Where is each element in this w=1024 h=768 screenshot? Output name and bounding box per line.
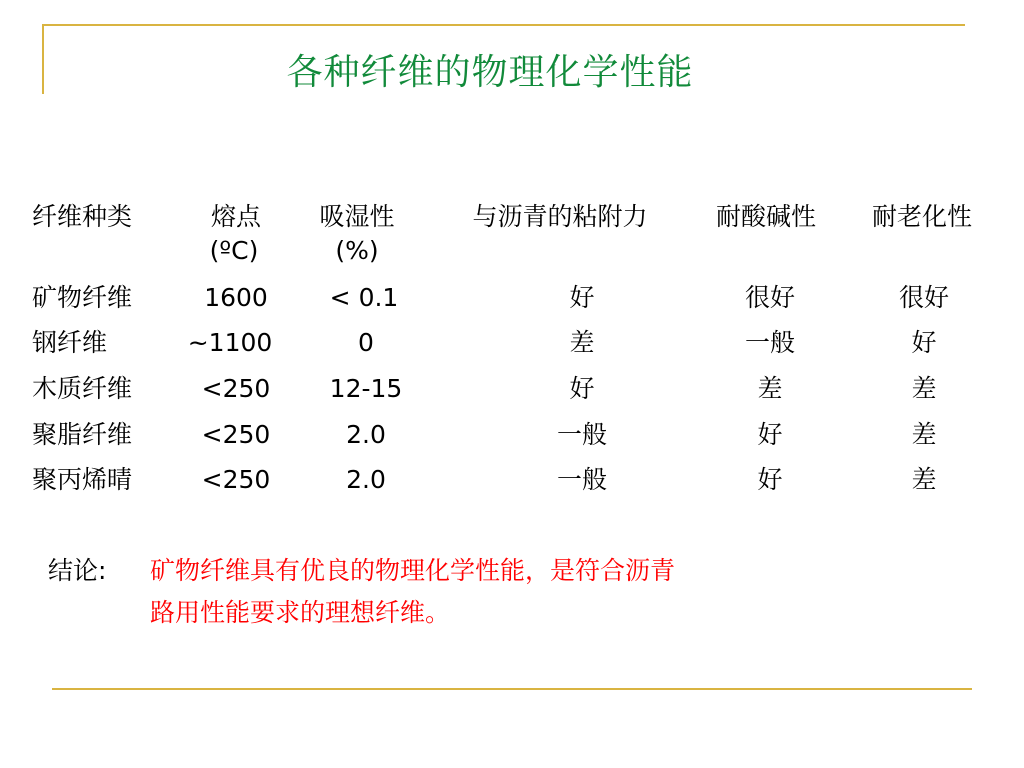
row-2-moisture: 0	[358, 328, 374, 357]
row-3-type: 木质纤维	[32, 374, 133, 403]
row-4-adhesion: 一般	[556, 420, 608, 449]
row-3-adhesion: 好	[569, 374, 595, 403]
row-4-aging: 差	[911, 420, 937, 449]
row-5-acid-alkali: 好	[757, 465, 783, 494]
row-5-aging: 差	[911, 465, 937, 494]
conclusion-line-1: 矿物纤维具有优良的物理化学性能，是符合沥青	[150, 556, 676, 585]
row-4-type: 聚脂纤维	[32, 420, 133, 449]
row-2-melting-point: ~1100	[187, 328, 273, 357]
row-5-moisture: 2.0	[346, 465, 386, 494]
row-3-aging: 差	[911, 374, 937, 403]
row-1-melting-point: 1600	[204, 283, 268, 312]
row-4-acid-alkali: 好	[757, 420, 783, 449]
row-1-aging: 很好	[898, 283, 950, 312]
header-melting-point: 熔点	[210, 202, 262, 231]
row-4-moisture: 2.0	[346, 420, 386, 449]
header-adhesion: 与沥青的粘附力	[472, 202, 648, 231]
row-2-type: 钢纤维	[32, 328, 108, 357]
row-5-adhesion: 一般	[556, 465, 608, 494]
conclusion-label: 结论:	[48, 556, 107, 585]
row-3-melting-point: <250	[201, 374, 271, 403]
header-acid-alkali: 耐酸碱性	[715, 202, 817, 231]
row-5-melting-point: <250	[201, 465, 271, 494]
header-fiber-type: 纤维种类	[32, 202, 133, 231]
header-moisture-unit: (%)	[335, 236, 379, 265]
row-5-type: 聚丙烯晴	[32, 465, 133, 494]
conclusion-line-2: 路用性能要求的理想纤维。	[150, 598, 451, 627]
header-aging: 耐老化性	[871, 202, 973, 231]
row-1-adhesion: 好	[569, 283, 595, 312]
row-3-moisture: 12-15	[329, 374, 403, 403]
row-1-type: 矿物纤维	[32, 283, 133, 312]
top-rule	[42, 24, 965, 26]
row-2-aging: 好	[911, 328, 937, 357]
header-melting-unit: (ºC)	[209, 236, 259, 265]
row-2-adhesion: 差	[569, 328, 595, 357]
row-1-acid-alkali: 很好	[744, 283, 796, 312]
row-3-acid-alkali: 差	[757, 374, 783, 403]
header-moisture: 吸湿性	[319, 202, 395, 231]
page-title: 各种纤维的物理化学性能	[286, 52, 694, 93]
row-4-melting-point: <250	[201, 420, 271, 449]
row-1-moisture: < 0.1	[329, 283, 399, 312]
row-2-acid-alkali: 一般	[744, 328, 796, 357]
bottom-rule	[52, 688, 972, 690]
